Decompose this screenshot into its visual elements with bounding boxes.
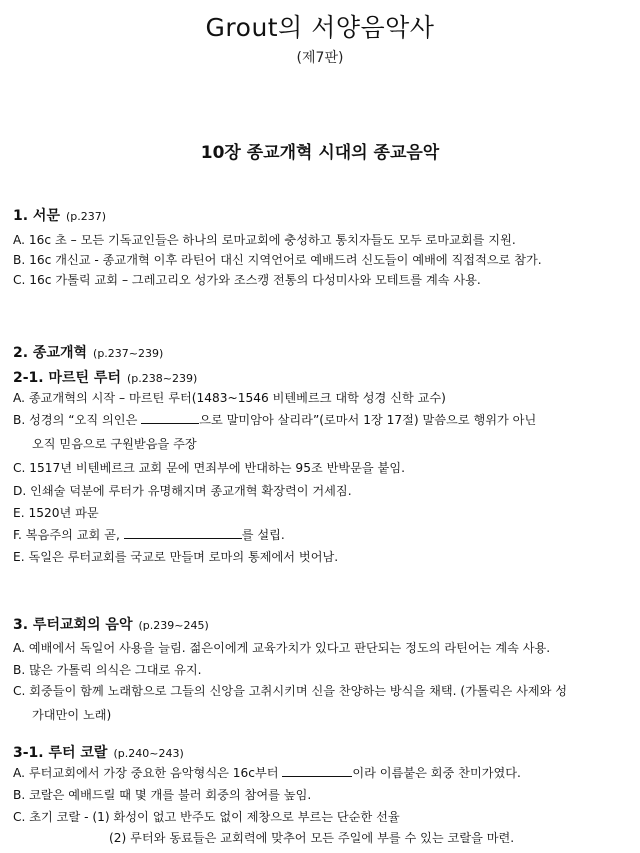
item-text: 를 설립. [241, 528, 285, 542]
list-item [13, 679, 618, 727]
list-item: E. 독일은 루터교회를 국교로 만들며 로마의 통제에서 벗어남. [13, 550, 339, 564]
item-text: 이라 이름붙은 회중 찬미가였다. [352, 766, 521, 780]
section-heading-text: 2. 종교개혁 [13, 345, 88, 361]
item-continuation: 오직 믿음으로 구원받음을 주장 [32, 437, 197, 451]
section-heading-text: 3-1. 루터 코랄 [13, 745, 108, 761]
item-text: F. 복음주의 교회 곧, [13, 528, 124, 542]
document-title: Grout의 서양음악사 [205, 13, 435, 42]
section-heading-3-1 [13, 742, 184, 762]
fill-in-blank [124, 525, 242, 539]
list-item: C. 1517년 비텐베르크 교회 문에 면죄부에 반대하는 95조 반박문을 붙임. [13, 461, 405, 475]
section-heading-text: 1. 서문 [13, 208, 60, 224]
section-heading-text: 2-1. 마르틴 루터 [13, 370, 121, 386]
list-item: C. 16c 가톨릭 교회 – 그레고리오 성가와 조스캥 전통의 다성미사와 모테트를 계속 사용. [13, 273, 481, 287]
list-item: A. 16c 초 – 모든 기독교인들은 하나의 로마교회에 충성하고 통치자들도 모두 로마교회를 지원. [13, 233, 516, 247]
list-item: B. 많은 가톨릭 의식은 그대로 유지. [13, 663, 202, 677]
list-item: A. 종교개혁의 시작 – 마르틴 루터(1483~1546 비텐베르크 대학 성경 신학 교수) [13, 391, 446, 405]
section-heading-text: 3. 루터교회의 음악 [13, 617, 133, 633]
section-heading-2 [13, 342, 163, 362]
list-item: C. 초기 코랄 - (1) 화성이 없고 반주도 없이 제창으로 부르는 단순한 선율 [13, 810, 400, 824]
edition-label: (제7판) [296, 50, 344, 66]
section-heading-1 [13, 205, 106, 225]
list-item [13, 408, 618, 456]
item-text: 으로 말미암아 살리라”(로마서 1장 17절) 말씀으로 행위가 아닌 [199, 413, 537, 427]
list-item: A. 예배에서 독일어 사용을 늘림. 젊은이에게 교육가치가 있다고 판단되는 정도의 라틴어는 계속 사용. [13, 641, 551, 655]
section-heading-2-1 [13, 367, 197, 387]
fill-in-blank [141, 410, 199, 424]
page-range: (p.239~245) [138, 619, 209, 632]
page-range: (p.237~239) [93, 347, 164, 360]
page-range: (p.238~239) [126, 372, 198, 385]
item-continuation: 가대만이 노래) [32, 708, 112, 722]
chapter-title: 10장 종교개혁 시대의 종교음악 [200, 143, 440, 163]
list-item: E. 1520년 파문 [13, 506, 99, 520]
list-item [13, 761, 618, 785]
item-text: B. 성경의 “오직 의인은 [13, 413, 142, 427]
page-range: (p.240~243) [113, 747, 184, 760]
item-text: C. 회중들이 함께 노래함으로 그들의 신앙을 고취시키며 신을 찬양하는 방식을 채택. (가톨릭은 사제와 성 [13, 684, 568, 698]
item-text: A. 루터교회에서 가장 중요한 음악형식은 16c부터 [13, 766, 283, 780]
list-item: B. 코랄은 예배드릴 때 몇 개를 불러 회중의 참여를 높임. [13, 788, 312, 802]
list-item [13, 523, 618, 547]
page-range: (p.237) [65, 210, 107, 223]
fill-in-blank [282, 763, 352, 777]
list-item-sub: (2) 루터와 동료들은 교회력에 맞추어 모든 주일에 부를 수 있는 코랄을 마련. [109, 831, 515, 845]
section-heading-3 [13, 614, 209, 634]
list-item: D. 인쇄술 덕분에 루터가 유명해지며 종교개혁 확장력이 거세짐. [13, 484, 352, 498]
list-item: B. 16c 개신교 - 종교개혁 이후 라틴어 대신 지역언어로 예배드려 신도들이 예배에 직접적으로 참가. [13, 253, 542, 267]
